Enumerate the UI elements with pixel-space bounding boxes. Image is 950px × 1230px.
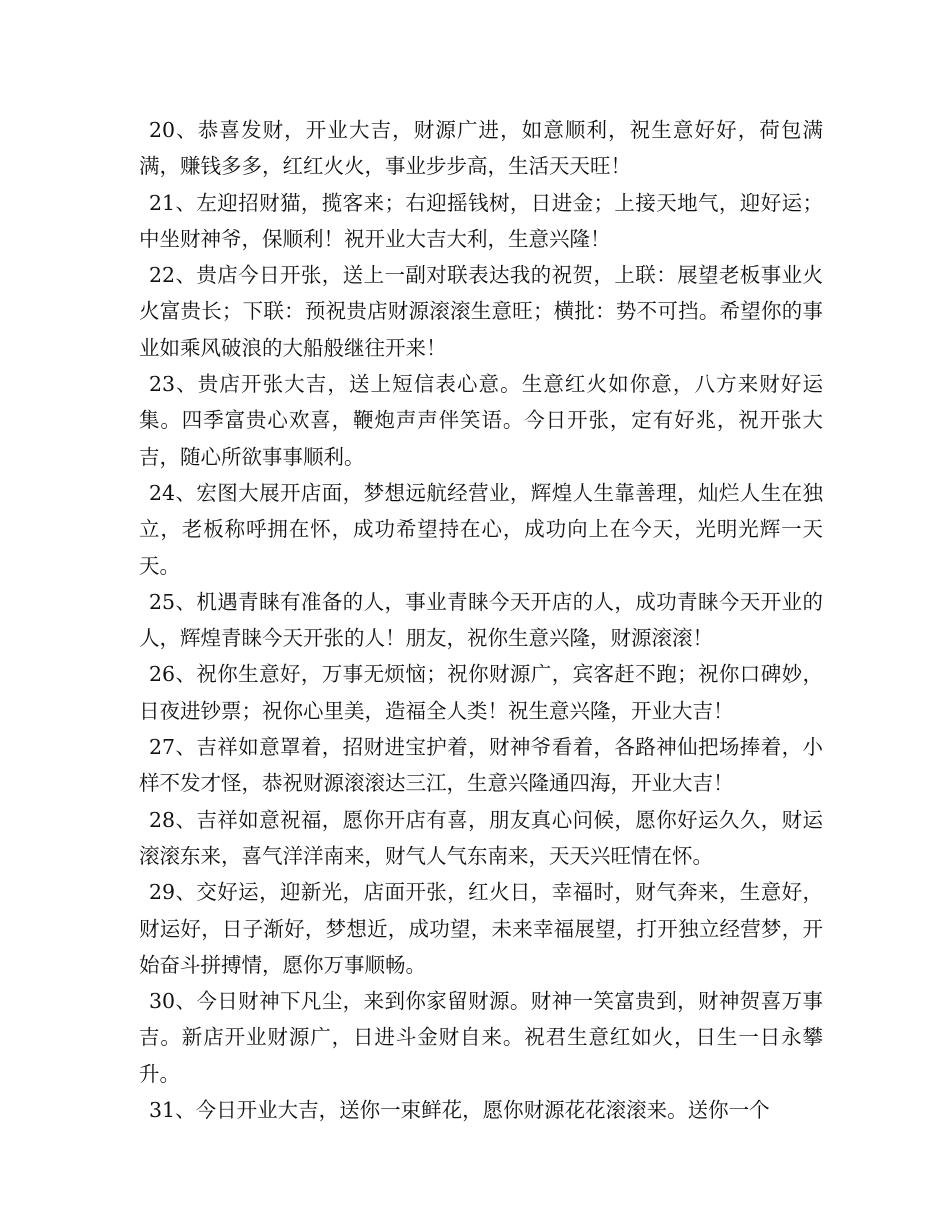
paragraph-20: 20、恭喜发财，开业大吉，财源广进，如意顺利，祝生意好好，荷包满满，赚钱多多，红红火火，事业步步高，生活天天旺！ (139, 118, 823, 179)
paragraph-29: 29、交好运，迎新光，店面开张，红火日，幸福时，财气奔来，生意好，财运好，日子渐好，梦想近，成功望，未来幸福展望，打开独立经营梦，开始奋斗拼搏情，愿你万事顺畅。 (139, 880, 823, 977)
paragraph-22: 22、贵店今日开张，送上一副对联表达我的祝贺，上联：展望老板事业火火富贵长；下联：预祝贵店财源滚滚生意旺；横批：势不可挡。希望你的事业如乘风破浪的大船般继往开来！ (139, 263, 823, 360)
paragraph-26: 26、祝你生意好，万事无烦恼；祝你财源广，宾客赶不跑；祝你口碑妙，日夜进钞票；祝你心里美，造福全人类！祝生意兴隆，开业大吉！ (139, 662, 823, 723)
paragraph-24: 24、宏图大展开店面，梦想远航经营业，辉煌人生靠善理，灿烂人生在独立，老板称呼拥在怀，成功希望持在心，成功向上在今天，光明光辉一天天。 (139, 480, 823, 578)
paragraph-30: 30、今日财神下凡尘，来到你家留财源。财神一笑富贵到，财神贺喜万事吉。新店开业财源广，日进斗金财自来。祝君生意红如火，日生一日永攀升。 (139, 989, 823, 1086)
paragraph-21: 21、左迎招财猫，揽客来；右迎摇钱树，日进金；上接天地气，迎好运；中坐财神爷，保顺利！祝开业大吉大利，生意兴隆！ (139, 190, 823, 251)
paragraph-23: 23、贵店开张大吉，送上短信表心意。生意红火如你意，八方来财好运集。四季富贵心欢喜，鞭炮声声伴笑语。今日开张，定有好兆，祝开张大吉，随心所欲事事顺利。 (139, 372, 823, 469)
paragraph-28: 28、吉祥如意祝福，愿你开店有喜，朋友真心问候，愿你好运久久，财运滚滚东来，喜气洋洋南来，财气人气东南来，天天兴旺情在怀。 (139, 807, 823, 868)
paragraph-31: 31、今日开业大吉，送你一束鲜花，愿你财源花花滚滚来。送你一个 (149, 1098, 770, 1123)
document-body (139, 112, 823, 1128)
paragraph-25: 25、机遇青睐有准备的人，事业青睐今天开店的人，成功青睐今天开业的人，辉煌青睐今天开张的人！朋友，祝你生意兴隆，财源滚滚！ (139, 589, 823, 651)
paragraph-27: 27、吉祥如意罩着，招财进宝护着，财神爷看着，各路神仙把场捧着，小样不发才怪，恭祝财源滚滚达三江，生意兴隆通四海，开业大吉！ (139, 735, 823, 796)
